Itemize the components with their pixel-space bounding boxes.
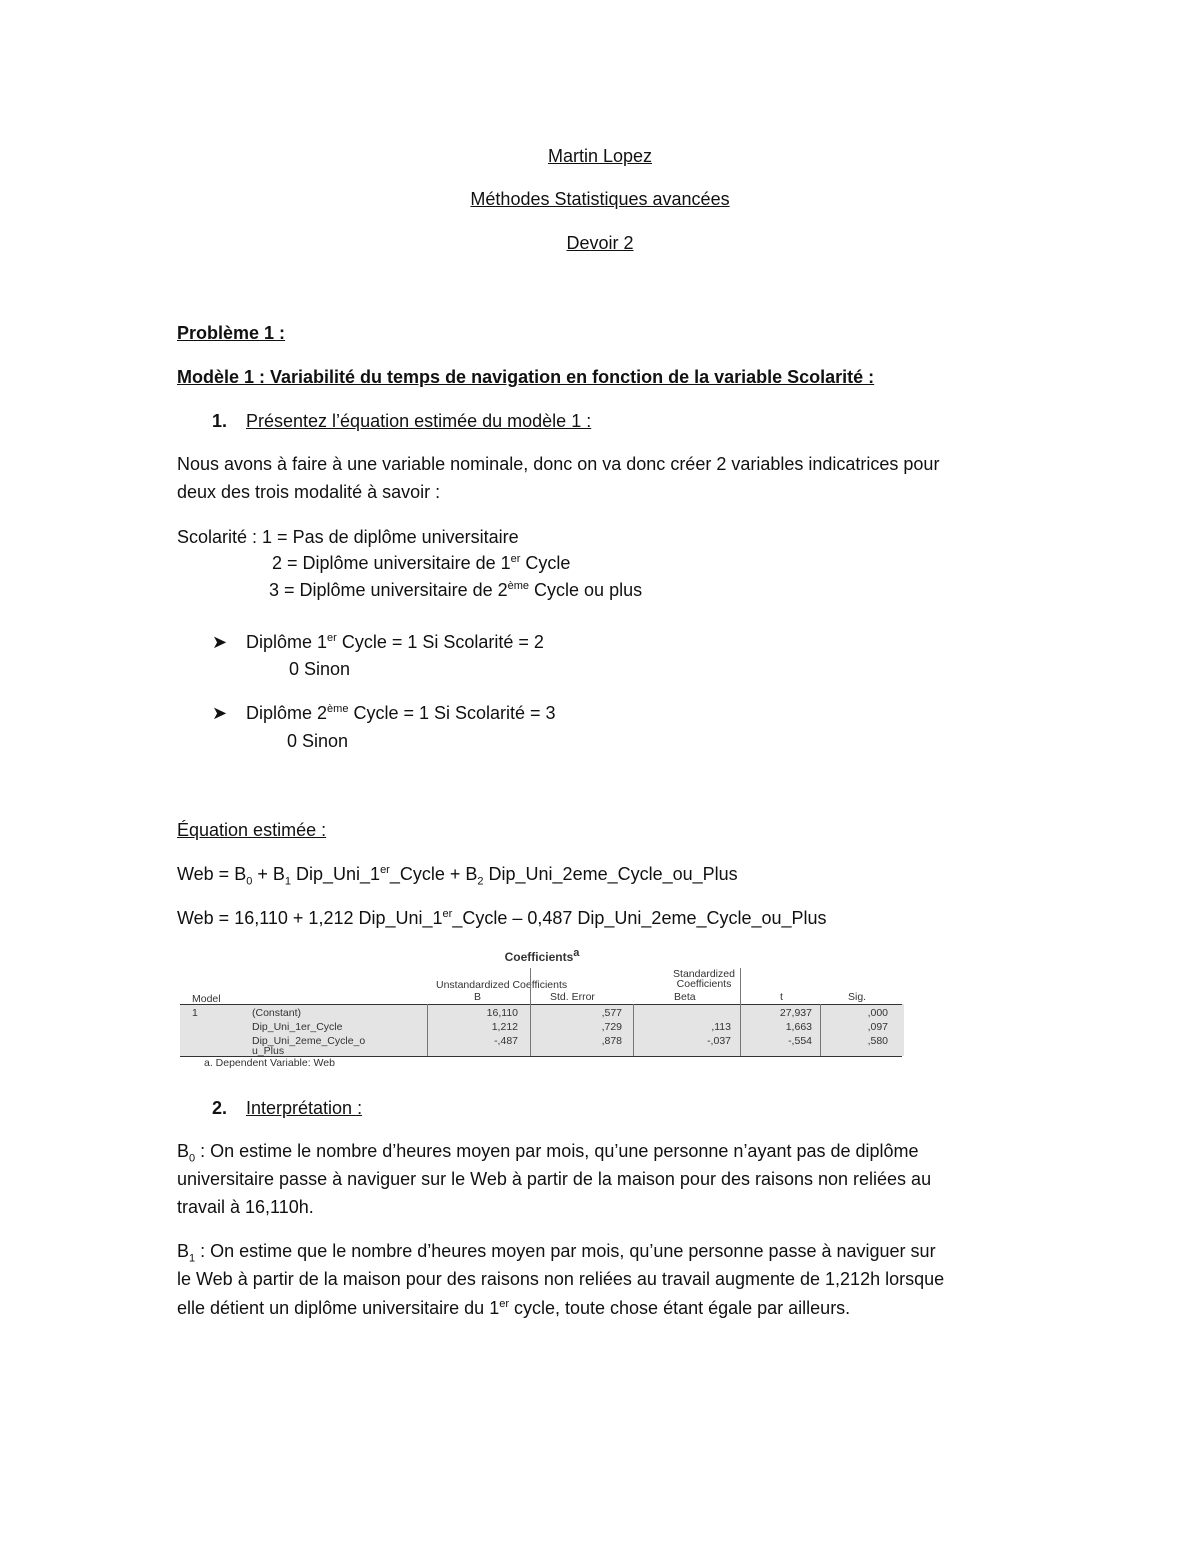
table-col-divider bbox=[740, 968, 741, 1056]
b0-sub: 0 bbox=[189, 1152, 196, 1165]
eq1-c: Dip_Uni_1 bbox=[291, 864, 381, 884]
row-1er-cycle-b: 1,212 bbox=[491, 1021, 518, 1033]
scolarite-value-1: 1 = Pas de diplôme universitaire bbox=[262, 527, 519, 547]
scol2-text: 2 = Diplôme universitaire de 1 bbox=[272, 553, 511, 573]
eq1-sup: er bbox=[380, 864, 390, 876]
scol2-sup: er bbox=[510, 553, 521, 565]
eq1-e: Dip_Uni_2eme_Cycle_ou_Plus bbox=[483, 864, 738, 884]
arrow-bullet-icon: ➤ bbox=[212, 632, 228, 652]
b1-text-3: elle détient un diplôme universitaire du 1 bbox=[177, 1298, 500, 1318]
q1-number: 1. bbox=[212, 411, 228, 431]
b1-sub: 1 bbox=[189, 1252, 196, 1265]
problem-title: Problème 1 : bbox=[177, 323, 286, 343]
model-number: 1 bbox=[192, 1007, 198, 1019]
b0-text-1: : On estime le nombre d’heures moyen par mois, qu’une personne n’ayant pas de diplôme bbox=[195, 1141, 919, 1161]
intro-line-2: deux des trois modalité à savoir : bbox=[177, 482, 441, 502]
header-std-2: Coefficients bbox=[676, 978, 732, 990]
b1-line-3 bbox=[177, 1297, 850, 1319]
eq1-sub0: 0 bbox=[246, 875, 253, 888]
table-footnote: a. Dependent Variable: Web bbox=[204, 1057, 335, 1069]
header-std-error: Std. Error bbox=[550, 991, 595, 1003]
equation-general bbox=[177, 863, 738, 888]
eq1-b: + B bbox=[252, 864, 285, 884]
row-1er-cycle-name: Dip_Uni_1er_Cycle bbox=[252, 1021, 343, 1033]
b0-label: B bbox=[177, 1141, 190, 1161]
eq1-a: Web = B bbox=[177, 864, 247, 884]
row-constant-t: 27,937 bbox=[779, 1007, 812, 1019]
header-sig: Sig. bbox=[848, 991, 867, 1003]
q1-text: Présentez l’équation estimée du modèle 1 : bbox=[246, 411, 592, 431]
header-beta: Beta bbox=[674, 991, 696, 1003]
bullet2-sup: ème bbox=[327, 703, 349, 715]
b1-text-1: : On estime que le nombre d’heures moyen par mois, qu’une personne passe à naviguer sur bbox=[195, 1241, 936, 1261]
eq2-b: _Cycle – 0,487 Dip_Uni_2eme_Cycle_ou_Plus bbox=[452, 908, 827, 928]
row-2eme-cycle-t: -,554 bbox=[788, 1035, 812, 1047]
bullet-1-else: 0 Sinon bbox=[289, 659, 351, 679]
equation-estimated bbox=[177, 907, 827, 929]
header-std: Standardized bbox=[673, 968, 735, 980]
row-2eme-cycle-name-2: u_Plus bbox=[252, 1045, 285, 1057]
row-1er-cycle-beta: ,113 bbox=[711, 1021, 731, 1033]
coefficients-table bbox=[180, 948, 904, 1060]
scol3-post: Cycle ou plus bbox=[529, 580, 643, 600]
table-col-divider bbox=[530, 968, 531, 1056]
row-1er-cycle-se: ,729 bbox=[601, 1021, 622, 1033]
intro-line-1: Nous avons à faire à une variable nominale, donc on va donc créer 2 variables indicatrices pour bbox=[177, 454, 940, 474]
bullet2-text: Diplôme 2 bbox=[246, 703, 328, 723]
author-name: Martin Lopez bbox=[547, 146, 653, 166]
row-1er-cycle-sig: ,097 bbox=[867, 1021, 888, 1033]
b1-line-2: le Web à partir de la maison pour des raisons non reliées au travail augmente de 1,212h lorsque bbox=[177, 1269, 945, 1289]
bullet1-sup: er bbox=[327, 632, 337, 644]
b0-line-3: travail à 16,110h. bbox=[177, 1197, 314, 1217]
row-constant-sig: ,000 bbox=[867, 1007, 888, 1019]
bullet-1 bbox=[246, 631, 544, 653]
header-t: t bbox=[780, 991, 783, 1003]
row-constant-name: (Constant) bbox=[252, 1007, 302, 1019]
table-col-divider bbox=[820, 1004, 821, 1056]
b1-line-1 bbox=[177, 1240, 936, 1265]
scol3-text: 3 = Diplôme universitaire de 2 bbox=[269, 580, 508, 600]
eq1-sub1: 1 bbox=[284, 875, 291, 888]
q2-number: 2. bbox=[212, 1098, 228, 1118]
table-title-sup: a bbox=[573, 947, 580, 959]
eq1-sub2: 2 bbox=[477, 875, 484, 888]
row-2eme-cycle-se: ,878 bbox=[601, 1035, 622, 1047]
table-col-divider bbox=[427, 1004, 428, 1056]
b0-line-2: universitaire passe à naviguer sur le Web à partir de la maison pour des raisons non reliées au bbox=[177, 1169, 932, 1189]
table-title bbox=[180, 947, 904, 964]
eq1-d: _Cycle + B bbox=[389, 864, 478, 884]
b1-text-3-post: cycle, toute chose étant égale par ailleurs. bbox=[508, 1298, 851, 1318]
bullet-2-else: 0 Sinon bbox=[287, 731, 349, 751]
bullet2-post: Cycle = 1 Si Scolarité = 3 bbox=[348, 703, 556, 723]
row-constant-se: ,577 bbox=[601, 1007, 622, 1019]
table-col-divider bbox=[633, 1004, 634, 1056]
row-1er-cycle-t: 1,663 bbox=[785, 1021, 812, 1033]
scol3-sup: ème bbox=[507, 580, 530, 592]
eq2-a: Web = 16,110 + 1,212 Dip_Uni_1 bbox=[177, 908, 443, 928]
header-b: B bbox=[474, 991, 482, 1003]
model-title: Modèle 1 : Variabilité du temps de navigation en fonction de la variable Scolarité : bbox=[177, 367, 875, 387]
scolarite-label: Scolarité : bbox=[177, 527, 263, 547]
assignment-title: Devoir 2 bbox=[566, 233, 634, 253]
header-model: Model bbox=[192, 993, 221, 1005]
row-2eme-cycle-beta: -,037 bbox=[707, 1035, 731, 1047]
b0-line-1 bbox=[177, 1140, 919, 1165]
q2-text: Interprétation : bbox=[246, 1098, 363, 1118]
table-title-text: Coefficients bbox=[504, 950, 574, 964]
row-constant-b: 16,110 bbox=[486, 1007, 518, 1019]
row-2eme-cycle-name: Dip_Uni_2eme_Cycle_o bbox=[252, 1035, 366, 1047]
header-unstd: Unstandardized Coefficients bbox=[436, 979, 568, 991]
bullet-2 bbox=[246, 702, 556, 724]
scolarite-line-3 bbox=[269, 579, 642, 601]
b1-sup: er bbox=[499, 1298, 509, 1310]
table-header-rule bbox=[180, 1004, 902, 1005]
bullet1-post: Cycle = 1 Si Scolarité = 2 bbox=[336, 632, 544, 652]
scolarite-line-1 bbox=[177, 526, 519, 548]
bullet1-text: Diplôme 1 bbox=[246, 632, 328, 652]
scolarite-line-2 bbox=[272, 552, 570, 574]
scol2-post: Cycle bbox=[520, 553, 571, 573]
b1-label: B bbox=[177, 1241, 190, 1261]
arrow-bullet-icon: ➤ bbox=[212, 703, 228, 723]
eq2-sup: er bbox=[442, 908, 453, 920]
row-2eme-cycle-b: -,487 bbox=[494, 1035, 518, 1047]
row-2eme-cycle-sig: ,580 bbox=[867, 1035, 888, 1047]
course-title: Méthodes Statistiques avancées bbox=[470, 189, 730, 209]
equation-title: Équation estimée : bbox=[177, 820, 327, 840]
